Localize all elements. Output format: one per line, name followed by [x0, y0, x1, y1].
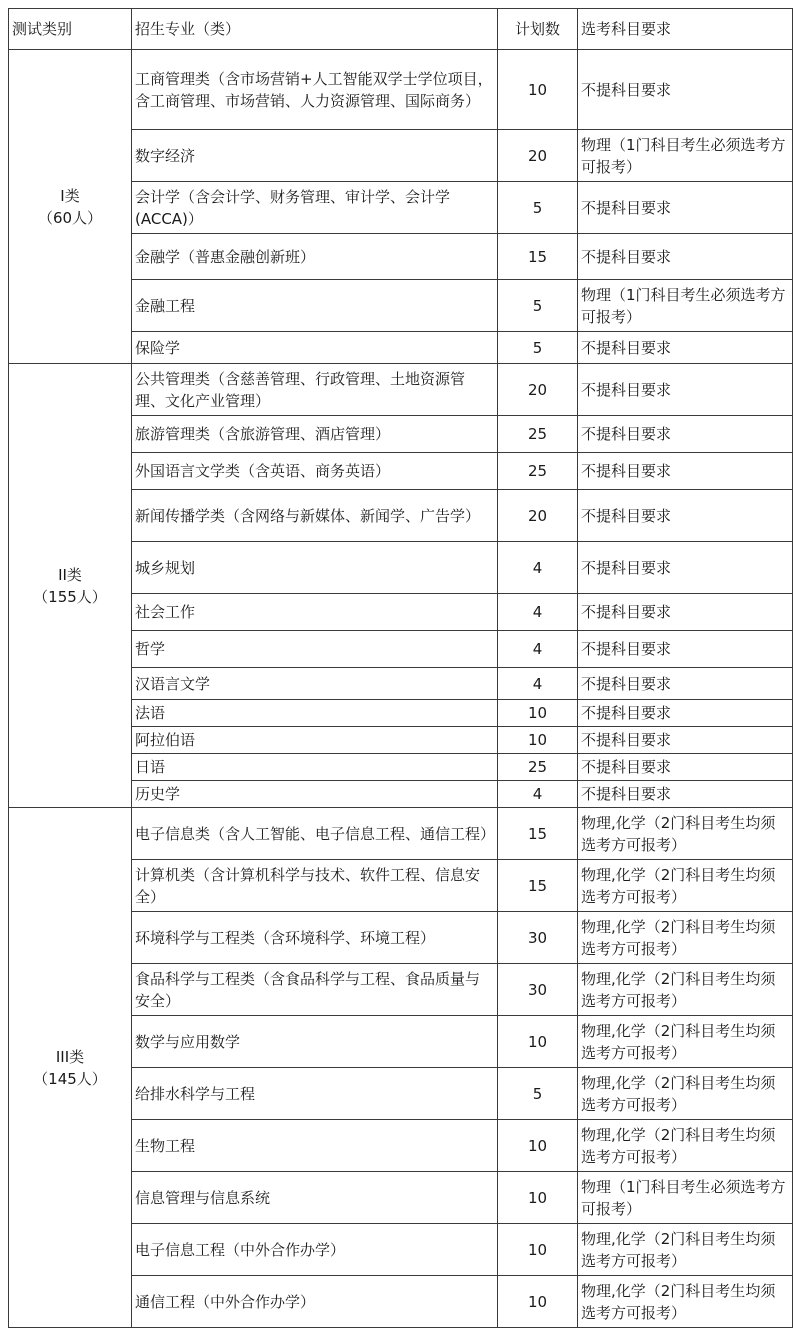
requirement-cell: 不提科目要求: [578, 754, 793, 781]
major-cell: 法语: [132, 700, 498, 727]
category-cell: [9, 50, 132, 364]
category-name: II类: [58, 565, 82, 584]
plan-cell: 25: [498, 754, 578, 781]
requirement-cell: 不提科目要求: [578, 631, 793, 668]
category-count: （145人）: [33, 1069, 107, 1088]
plan-cell: 10: [498, 1120, 578, 1172]
plan-cell: 10: [498, 1276, 578, 1328]
requirement-cell: 物理,化学（2门科目考生均须选考方可报考）: [578, 860, 793, 912]
plan-cell: 4: [498, 668, 578, 700]
requirement-cell: 不提科目要求: [578, 364, 793, 416]
major-cell: 历史学: [132, 781, 498, 808]
major-cell: 汉语言文学: [132, 668, 498, 700]
major-cell: 电子信息类（含人工智能、电子信息工程、通信工程）: [132, 808, 498, 860]
plan-cell: 5: [498, 182, 578, 234]
major-cell: 信息管理与信息系统: [132, 1172, 498, 1224]
major-cell: 工商管理类（含市场营销+人工智能双学士学位项目，含工商管理、市场营销、人力资源管理、国际商务）: [132, 50, 498, 130]
header-category: 测试类别: [9, 9, 132, 50]
header-row: [9, 9, 793, 50]
major-cell: 计算机类（含计算机科学与技术、软件工程、信息安全）: [132, 860, 498, 912]
table-row: [9, 50, 793, 130]
category-cell: [9, 808, 132, 1328]
category-cell: [9, 364, 132, 808]
requirement-cell: 物理,化学（2门科目考生均须选考方可报考）: [578, 1224, 793, 1276]
table-row: [9, 364, 793, 416]
plan-cell: 10: [498, 1224, 578, 1276]
requirement-cell: 物理,化学（2门科目考生均须选考方可报考）: [578, 964, 793, 1016]
category-name: I类: [60, 186, 80, 205]
major-cell: 金融工程: [132, 280, 498, 332]
enrollment-plan-table: [8, 8, 793, 1328]
major-cell: 数学与应用数学: [132, 1016, 498, 1068]
major-cell: 社会工作: [132, 594, 498, 631]
table-body: [9, 50, 793, 1328]
plan-cell: 15: [498, 234, 578, 280]
major-cell: 环境科学与工程类（含环境科学、环境工程）: [132, 912, 498, 964]
plan-cell: 4: [498, 781, 578, 808]
plan-cell: 10: [498, 1172, 578, 1224]
plan-cell: 4: [498, 631, 578, 668]
plan-cell: 20: [498, 364, 578, 416]
requirement-cell: 不提科目要求: [578, 234, 793, 280]
major-cell: 保险学: [132, 332, 498, 364]
major-cell: 阿拉伯语: [132, 727, 498, 754]
major-cell: 食品科学与工程类（含食品科学与工程、食品质量与安全）: [132, 964, 498, 1016]
requirement-cell: 物理,化学（2门科目考生均须选考方可报考）: [578, 912, 793, 964]
category-count: （60人）: [37, 208, 103, 227]
plan-cell: 25: [498, 416, 578, 453]
major-cell: 旅游管理类（含旅游管理、酒店管理）: [132, 416, 498, 453]
major-cell: 给排水科学与工程: [132, 1068, 498, 1120]
major-cell: 城乡规划: [132, 542, 498, 594]
plan-cell: 4: [498, 594, 578, 631]
requirement-cell: 物理,化学（2门科目考生均须选考方可报考）: [578, 1120, 793, 1172]
plan-cell: 5: [498, 1068, 578, 1120]
major-cell: 日语: [132, 754, 498, 781]
major-cell: 会计学（含会计学、财务管理、审计学、会计学(ACCA)）: [132, 182, 498, 234]
requirement-cell: 不提科目要求: [578, 490, 793, 542]
requirement-cell: 不提科目要求: [578, 50, 793, 130]
requirement-cell: 不提科目要求: [578, 453, 793, 490]
requirement-cell: 物理（1门科目考生必须选考方可报考）: [578, 1172, 793, 1224]
major-cell: 金融学（普惠金融创新班）: [132, 234, 498, 280]
requirement-cell: 不提科目要求: [578, 668, 793, 700]
requirement-cell: 物理（1门科目考生必须选考方可报考）: [578, 280, 793, 332]
plan-cell: 25: [498, 453, 578, 490]
category-name: III类: [55, 1047, 85, 1066]
requirement-cell: 不提科目要求: [578, 332, 793, 364]
plan-cell: 10: [498, 727, 578, 754]
requirement-cell: 物理,化学（2门科目考生均须选考方可报考）: [578, 1276, 793, 1328]
plan-cell: 20: [498, 130, 578, 182]
plan-cell: 5: [498, 332, 578, 364]
plan-cell: 5: [498, 280, 578, 332]
requirement-cell: 不提科目要求: [578, 416, 793, 453]
major-cell: 电子信息工程（中外合作办学）: [132, 1224, 498, 1276]
major-cell: 新闻传播学类（含网络与新媒体、新闻学、广告学）: [132, 490, 498, 542]
plan-cell: 30: [498, 964, 578, 1016]
plan-cell: 30: [498, 912, 578, 964]
major-cell: 生物工程: [132, 1120, 498, 1172]
table-row: [9, 808, 793, 860]
major-cell: 公共管理类（含慈善管理、行政管理、土地资源管理、文化产业管理）: [132, 364, 498, 416]
requirement-cell: 物理,化学（2门科目考生均须选考方可报考）: [578, 1068, 793, 1120]
requirement-cell: 不提科目要求: [578, 594, 793, 631]
plan-cell: 10: [498, 1016, 578, 1068]
header-plan: 计划数: [498, 9, 578, 50]
major-cell: 通信工程（中外合作办学）: [132, 1276, 498, 1328]
plan-cell: 4: [498, 542, 578, 594]
requirement-cell: 不提科目要求: [578, 700, 793, 727]
requirement-cell: 不提科目要求: [578, 781, 793, 808]
plan-cell: 15: [498, 860, 578, 912]
plan-cell: 10: [498, 50, 578, 130]
requirement-cell: 不提科目要求: [578, 727, 793, 754]
requirement-cell: 物理,化学（2门科目考生均须选考方可报考）: [578, 808, 793, 860]
requirement-cell: 不提科目要求: [578, 542, 793, 594]
major-cell: 外国语言文学类（含英语、商务英语）: [132, 453, 498, 490]
plan-cell: 15: [498, 808, 578, 860]
major-cell: 数字经济: [132, 130, 498, 182]
requirement-cell: 不提科目要求: [578, 182, 793, 234]
category-count: （155人）: [33, 587, 107, 606]
requirement-cell: 物理（1门科目考生必须选考方可报考）: [578, 130, 793, 182]
major-cell: 哲学: [132, 631, 498, 668]
header-major: 招生专业（类）: [132, 9, 498, 50]
plan-cell: 20: [498, 490, 578, 542]
header-requirement: 选考科目要求: [578, 9, 793, 50]
plan-cell: 10: [498, 700, 578, 727]
requirement-cell: 物理,化学（2门科目考生均须选考方可报考）: [578, 1016, 793, 1068]
